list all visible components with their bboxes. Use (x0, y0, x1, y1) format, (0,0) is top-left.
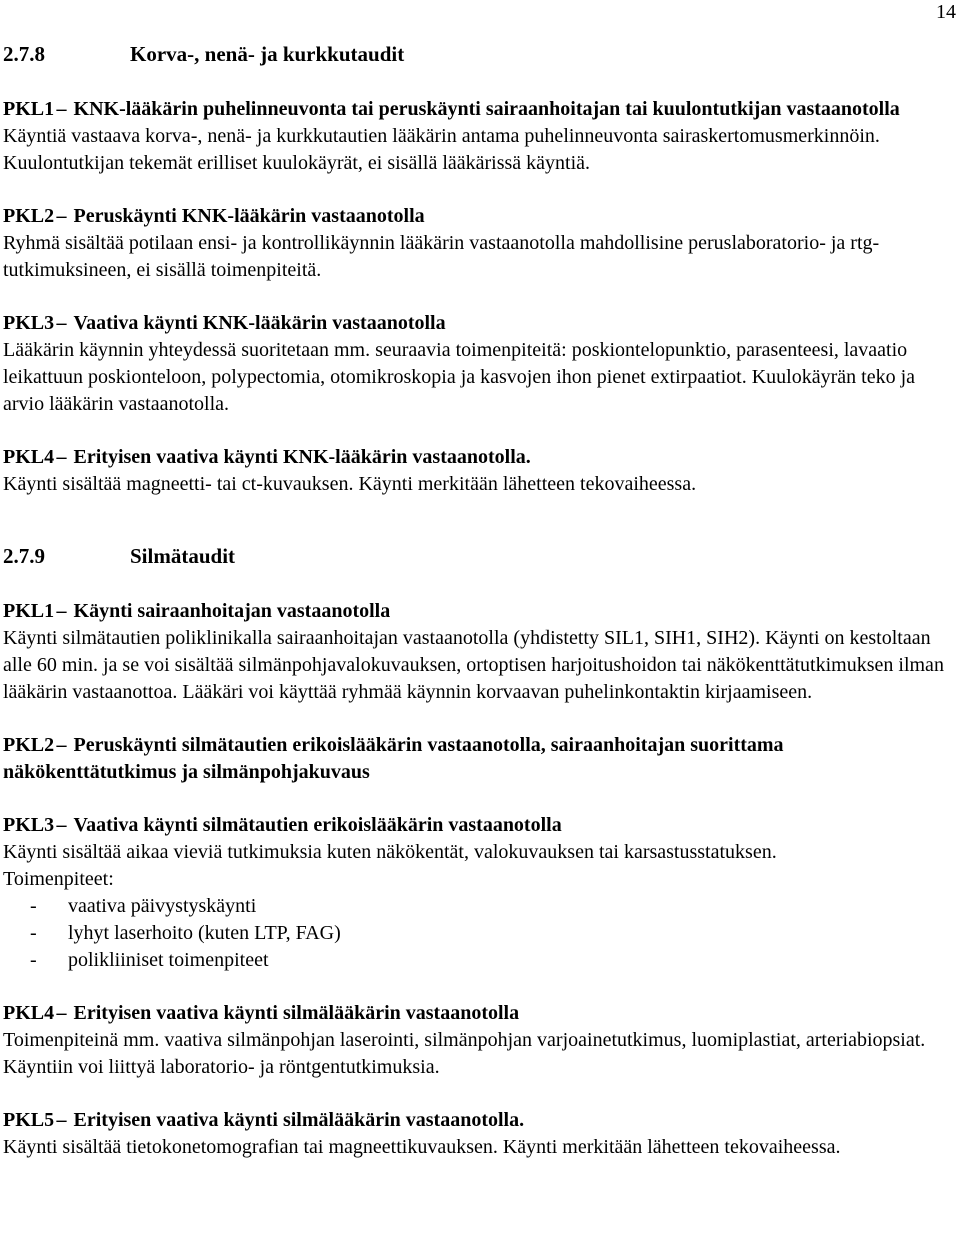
dash-bullet: - (30, 949, 37, 971)
entry-text: Käyntiä vastaava korva-, nenä- ja kurkkutautien lääkärin antama puhelinneuvonta sairaskertomusmerkinnöin. Kuulontutkijan tekemät erilliset kuulokäyrät, ei sisällä lääkärissä käyntiä. (3, 125, 880, 174)
procedure-list (3, 893, 953, 974)
entry-text: Käynti silmätautien poliklinikalla sairaanhoitajan vastaanotolla (yhdistetty SIL1, SIH1, SIH2). Käynti on kestoltaan alle 60 min. ja se voi sisältää silmänpohjavalokuvauksen, ortoptisen harjoitushoidon tai näkökenttätutkimuksen ilman lääkärin vastaanottoa. Lääkäri voi käyttää ryhmää käynnin korvaavan puhelinkontaktin kirjaamiseen. (3, 627, 944, 703)
section-korva-nena-kurkku (3, 40, 953, 498)
entry-title (3, 203, 953, 230)
entry-code: PKL4 – (3, 446, 74, 468)
entry-code: PKL2 – (3, 734, 74, 756)
dash-bullet: - (30, 922, 37, 944)
entry-title (3, 732, 953, 786)
entry-code: PKL5 – (3, 1109, 74, 1131)
section-title: Silmätaudit (130, 544, 236, 568)
entry-code: PKL3 – (3, 312, 74, 334)
entry-code: PKL2 – (3, 205, 74, 227)
entry-title (3, 96, 953, 123)
list-item (3, 920, 953, 947)
list-item-text: lyhyt laserhoito (kuten LTP, FAG) (68, 922, 341, 944)
entry-code: PKL1 – (3, 600, 74, 622)
list-item (3, 947, 953, 974)
entry-block (3, 310, 953, 418)
entry-code: PKL1 – (3, 98, 74, 120)
page-number: 14 (936, 1, 956, 23)
entry-text: Ryhmä sisältää potilaan ensi- ja kontrollikäynnin lääkärin vastaanotolla mahdollisine peruslaboratorio- ja rtg-tutkimuksineen, ei sisällä toimenpiteitä. (3, 232, 880, 281)
section-silmataudit (3, 542, 953, 1161)
section-heading (3, 40, 953, 68)
entry-title-text: Erityisen vaativa käynti silmälääkärin vastaanotolla. (73, 1109, 525, 1131)
entry-block (3, 1107, 953, 1161)
list-item-text: polikliiniset toimenpiteet (68, 949, 269, 971)
entry-block (3, 732, 953, 786)
entry-text: Toimenpiteinä mm. vaativa silmänpohjan laserointi, silmänpohjan varjoainetutkimus, luomiplastiat, arteriabiopsiat. Käyntiin voi liittyä laboratorio- ja röntgentutkimuksia. (3, 1029, 926, 1078)
entry-text: Käynti sisältää magneetti- tai ct-kuvauksen. Käynti merkitään lähetteen tekovaiheessa. (3, 473, 697, 495)
section-number: 2.7.9 (3, 544, 45, 568)
entry-title (3, 598, 953, 625)
entry-text: Käynti sisältää aikaa vieviä tutkimuksia kuten näkökentät, valokuvauksen tai karsastusstatuksen. (3, 841, 777, 863)
entry-block (3, 1000, 953, 1081)
list-item (3, 893, 953, 920)
section-number: 2.7.8 (3, 42, 45, 66)
list-label: Toimenpiteet: (3, 868, 114, 890)
entry-title (3, 812, 953, 839)
entry-block (3, 812, 953, 974)
entry-block (3, 444, 953, 498)
entry-title-text: Erityisen vaativa käynti silmälääkärin vastaanotolla (73, 1002, 520, 1024)
entry-title (3, 1000, 953, 1027)
entry-title-text: Vaativa käynti silmätautien erikoislääkärin vastaanotolla (73, 814, 562, 836)
section-title: Korva-, nenä- ja kurkkutaudit (130, 42, 405, 66)
entry-title-text: KNK-lääkärin puhelinneuvonta tai peruskäynti sairaanhoitajan tai kuulontutkijan vastaanotolla (73, 98, 900, 120)
entry-title-text: Peruskäynti silmätautien erikoislääkärin vastaanotolla, sairaanhoitajan suorittama näkökenttätutkimus ja silmänpohjakuvaus (3, 734, 784, 783)
entry-title-text: Erityisen vaativa käynti KNK-lääkärin vastaanotolla. (73, 446, 531, 468)
dash-bullet: - (30, 895, 37, 917)
entry-text: Käynti sisältää tietokonetomografian tai magneettikuvauksen. Käynti merkitään lähetteen tekovaiheessa. (3, 1136, 841, 1158)
entry-title (3, 1107, 953, 1134)
entry-title (3, 310, 953, 337)
entry-title-text: Vaativa käynti KNK-lääkärin vastaanotolla (73, 312, 446, 334)
entry-block (3, 203, 953, 284)
entry-text: Lääkärin käynnin yhteydessä suoritetaan mm. seuraavia toimenpiteitä: poskiontelopunktio, parasenteesi, lavaatio leikattuun poskionteloon, polypectomia, otomikroskopia ja kasvojen ihon pienet extirpaatiot. Kuulokäyrän teko ja arvio lääkärin vastaanotolla. (3, 339, 916, 415)
document-content (3, 40, 953, 1187)
entry-title-text: Peruskäynti KNK-lääkärin vastaanotolla (73, 205, 425, 227)
entry-title-text: Käynti sairaanhoitajan vastaanotolla (73, 600, 391, 622)
entry-code: PKL4 – (3, 1002, 74, 1024)
entry-title (3, 444, 953, 471)
entry-code: PKL3 – (3, 814, 74, 836)
entry-block (3, 96, 953, 177)
entry-block (3, 598, 953, 706)
list-item-text: vaativa päivystyskäynti (68, 895, 257, 917)
section-heading (3, 542, 953, 570)
